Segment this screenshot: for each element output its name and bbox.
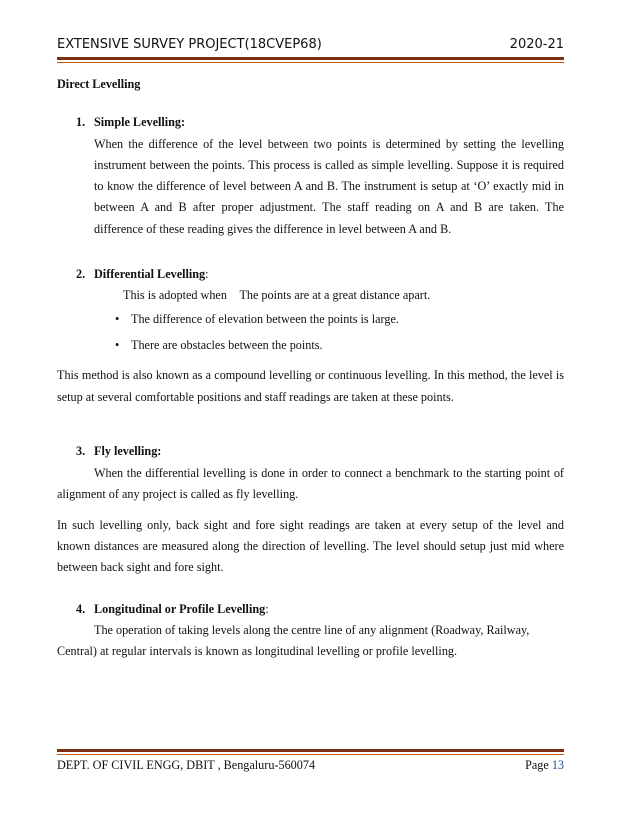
fly-levelling-paragraph-2: In such levelling only, back sight and fore sight readings are taken at every setup of the level and known distances are measured along the direction of levelling. The level should setup just mid where between back sight and fore sight.: [57, 517, 564, 575]
item-title: Simple Levelling:: [94, 115, 186, 130]
bullet-item: [57, 309, 564, 330]
profile-levelling-paragraph: The operation of taking levels along the centre line of any alignment (Roadway, Railway, Central) at regular intervals is known as longitudinal levelling or profile levelling.: [57, 622, 530, 659]
header-rule-thick: [57, 57, 564, 60]
item-number: 4.: [76, 601, 86, 616]
fly-levelling-paragraph-1: When the differential levelling is done in order to connect a benchmark to the starting point of alignment of any project is called as fly levelling.: [57, 466, 564, 502]
page-header: [57, 37, 564, 52]
item-number: 2.: [76, 267, 86, 282]
page-footer: [57, 758, 564, 773]
bullet-text: The difference of elevation between the points is large.: [131, 311, 399, 326]
page-number: 13: [551, 758, 564, 772]
simple-levelling-text: When the difference of the level between two points is determined by setting the levelling instrument between the points. This process is called as simple levelling. Suppose it is required to know the difference of level between A and B. The instrument is setup at ‘O’ exactly mid in between A and B after proper adjustment. The staff reading on A and B are taken. The difference of these reading gives the difference in level between A and B.: [94, 136, 564, 236]
item-title: Fly levelling:: [94, 443, 162, 458]
item-number: 1.: [76, 115, 86, 130]
item-title-colon: :: [265, 601, 269, 616]
footer-rule-thin: [57, 754, 564, 755]
item-title: Differential Levelling: [94, 267, 206, 282]
item-title: Longitudinal or Profile Levelling: [94, 601, 266, 616]
header-rule-thin: [57, 62, 564, 63]
footer-department: DEPT. OF CIVIL ENGG, DBIT , Bengaluru-560074: [57, 758, 316, 772]
document-body: [57, 74, 564, 663]
item-simple-levelling-title: [57, 112, 564, 133]
header-year: 2020-21: [509, 37, 564, 52]
page-label: Page: [525, 758, 549, 772]
item-title-colon: :: [205, 267, 209, 282]
differential-levelling-paragraph: This method is also known as a compound levelling or continuous levelling. In this method, the level is setup at several comfortable positions and staff readings are taken at these points.: [57, 368, 564, 404]
header-title: EXTENSIVE SURVEY PROJECT(18CVEP68): [57, 37, 322, 52]
section-heading: Direct Levelling: [57, 77, 141, 91]
differential-levelling-intro: This is adopted when The points are at a great distance apart.: [123, 288, 421, 303]
item-differential-levelling-title: [57, 264, 564, 285]
bullet-icon: •: [115, 337, 120, 352]
bullet-icon: •: [115, 311, 120, 326]
page-number-block: [525, 758, 564, 773]
bullet-item: [57, 335, 564, 356]
footer-rule-thick: [57, 749, 564, 752]
item-number: 3.: [76, 443, 86, 458]
item-profile-levelling-title: [57, 599, 564, 620]
bullet-text: There are obstacles between the points.: [131, 337, 323, 352]
item-fly-levelling-title: [57, 441, 564, 462]
